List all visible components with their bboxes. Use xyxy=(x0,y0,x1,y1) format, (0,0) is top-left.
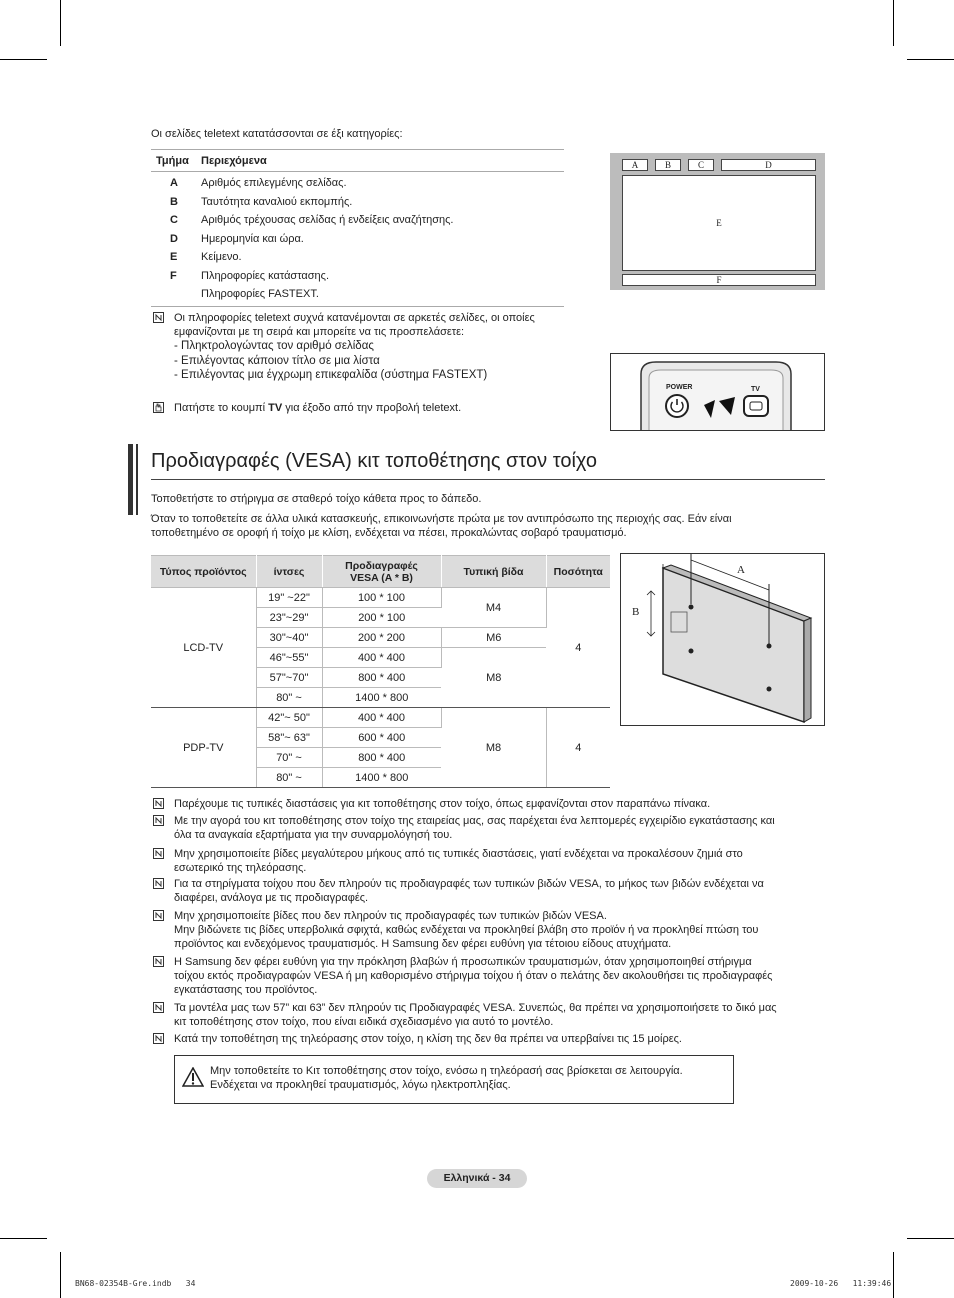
vesa-cell: 400 * 400 xyxy=(322,648,441,668)
vesa-cell: 1400 * 800 xyxy=(322,768,441,788)
teletext-label-e: E xyxy=(622,175,816,271)
inches-cell: 30"~40" xyxy=(256,628,322,648)
inches-cell: 46"~55" xyxy=(256,648,322,668)
inches-cell: 58"~ 63" xyxy=(256,728,322,748)
qty-cell: 4 xyxy=(546,588,610,708)
note-line: εγκατάστασης του προϊόντος. xyxy=(174,984,318,996)
teletext-label-c: C xyxy=(688,159,714,171)
category-key: E xyxy=(170,251,178,263)
category-key: B xyxy=(170,195,178,208)
category-value: Ταυτότητα καναλιού εκπομπής. xyxy=(201,195,353,208)
product-cell: LCD-TV xyxy=(151,588,256,708)
vesa-table-header xyxy=(151,556,610,588)
note-icon xyxy=(153,910,164,921)
category-row xyxy=(151,211,564,230)
note-icon xyxy=(153,312,164,323)
exit-note-text: για έξοδο από την προβολή teletext. xyxy=(282,402,462,414)
teletext-label-d: D xyxy=(721,159,816,171)
category-row xyxy=(151,193,564,212)
note-line: εσωτερικό της τηλεόρασης. xyxy=(174,862,307,874)
note-icon xyxy=(153,848,164,859)
vesa-cell: 800 * 400 xyxy=(322,748,441,768)
tv-label: TV xyxy=(751,386,760,393)
note-item: - Πληκτρολογώντας τον αριθμό σελίδας xyxy=(174,340,374,352)
header-qty: Ποσότητα xyxy=(546,556,610,588)
header-contents: Περιεχόμενα xyxy=(201,155,267,167)
crop-mark xyxy=(0,1238,47,1239)
note-item: - Επιλέγοντας μια έγχρωμη επικεφαλίδα (σύστημα FASTEXT) xyxy=(174,369,488,381)
warning-box xyxy=(174,1055,734,1104)
vesa-cell: 200 * 200 xyxy=(322,628,441,648)
category-row xyxy=(151,248,564,267)
vesa-spec-table xyxy=(151,555,610,788)
inches-cell: 80" ~ xyxy=(256,688,322,708)
note-line: Παρέχουμε τις τυπικές διαστάσεις για κιτ τοποθέτησης στον τοίχο, όπως εμφανίζονται στον παραπάνω πίνακα. xyxy=(174,798,711,810)
note-line: Με την αγορά του κιτ τοποθέτησης στον τοίχο της εταιρείας μας, σας παρέχεται ένα λεπτομερές εγχειρίδιο εγκατάστασης και xyxy=(174,815,775,827)
remote-control-illustration xyxy=(610,353,825,431)
screw-cell: M8 xyxy=(441,708,546,788)
note-icon xyxy=(153,878,164,889)
note-item: - Επιλέγοντας κάποιον τίτλο σε μια λίστα xyxy=(174,354,380,367)
note-line: κιτ τοποθέτησης στον τοίχο, που είναι ειδικά σχεδιασμένο για αυτό το μοντέλο. xyxy=(174,1016,554,1028)
note-line: εμφανίζονται με τη σειρά και μπορείτε να τις προσπελάσετε: xyxy=(174,326,465,338)
header-product: Τύπος προϊόντος xyxy=(151,556,256,588)
note-line: τοίχου εκτός προδιαγραφών VESA ή μη καθορισμένο στήριγμα τοίχου ή όταν ο πελάτης δεν ακολουθήσει τις προδιαγραφές xyxy=(174,970,773,982)
remote-drawing xyxy=(611,354,825,431)
note-line: όλα τα αναγκαία εξαρτήματα για την συναρμολόγησή του. xyxy=(174,829,453,841)
power-label: POWER xyxy=(666,384,693,391)
teletext-label-b: B xyxy=(655,159,681,171)
vesa-cell: 100 * 100 xyxy=(322,588,441,608)
note-line: Κατά την τοποθέτηση της τηλεόρασης στον τοίχο, η κλίση της δεν θα πρέπει να υπερβαίνει τις 15 μοίρες. xyxy=(174,1033,682,1045)
category-key: F xyxy=(170,269,177,282)
note-line: Τα μοντέλα μας των 57” και 63” δεν πληρούν τις Προδιαγραφές VESA. Συνεπώς, θα πρέπει να χρησιμοποιήσετε το δικό μας xyxy=(174,1002,777,1014)
page-number-badge: Ελληνικά - 34 xyxy=(427,1169,527,1188)
category-key: A xyxy=(170,177,178,189)
teletext-label-a: A xyxy=(622,159,648,171)
note-line: Για τα στηρίγματα τοίχου που δεν πληρούν τις προδιαγραφές των τυπικών βιδών VESA, το μήκος των βιδών ενδέχεται να xyxy=(174,878,764,890)
warning-triangle-icon xyxy=(182,1067,204,1087)
title-bar-marker xyxy=(136,444,138,515)
table-row xyxy=(151,708,610,728)
category-table xyxy=(151,149,564,307)
wall-mount-diagram xyxy=(620,553,825,726)
note-line: Μην χρησιμοποιείτε βίδες μεγαλύτερου μήκους από τις τυπικές διαστάσεις, γιατί ενδέχεται να προκαλέσουν ζημιά στο xyxy=(174,848,743,860)
screw-cell: M6 xyxy=(441,628,546,648)
category-value: Πληροφορίες κατάστασης. xyxy=(201,269,330,282)
warning-line: Ενδέχεται να προκληθεί τραυματισμός, λόγω ηλεκτροπληξίας. xyxy=(210,1079,511,1091)
category-value: Αριθμός τρέχουσας σελίδας ή ενδείξεις αναζήτησης. xyxy=(201,214,454,226)
exit-note-key: TV xyxy=(268,402,283,414)
crop-mark xyxy=(0,59,47,60)
teletext-top-bar xyxy=(622,159,814,170)
section-title: Προδιαγραφές (VESA) κιτ τοποθέτησης στον τοίχο xyxy=(151,450,597,472)
category-value: Πληροφορίες FASTEXT. xyxy=(201,288,319,300)
category-value: Ημερομηνία και ώρα. xyxy=(201,232,304,245)
crop-mark xyxy=(907,59,954,60)
category-row xyxy=(151,267,564,286)
header-section: Τμήμα xyxy=(156,155,189,167)
dimension-label-b: B xyxy=(632,606,640,618)
header-vesa-line: VESA (A * B) xyxy=(350,571,413,584)
header-vesa-line: Προδιαγραφές xyxy=(345,559,418,572)
category-key: C xyxy=(170,214,178,226)
screw-cell: M8 xyxy=(441,648,546,708)
warning-line: Μην τοποθετείτε το Κιτ τοποθέτησης στον τοίχο, ενόσω η τηλεόρασή σας βρίσκεται σε λειτουργία. xyxy=(210,1065,683,1077)
crop-mark xyxy=(60,1252,61,1298)
category-rows xyxy=(151,172,564,307)
vesa-cell: 200 * 100 xyxy=(322,608,441,628)
note-line: Οι πληροφορίες teletext συχνά κατανέμονται σε αρκετές σελίδες, οι οποίες xyxy=(174,312,535,324)
body-line: τοποθετημένο σε οροφή ή τοίχο με κλίση, ενδέχεται να πέσει, προκαλώντας σοβαρό τραυματισμό. xyxy=(151,527,627,539)
inches-cell: 80" ~ xyxy=(256,768,322,788)
vesa-cell: 1400 * 800 xyxy=(322,688,441,708)
vesa-cell: 800 * 400 xyxy=(322,668,441,688)
crop-mark xyxy=(893,0,894,46)
note-icon xyxy=(153,1002,164,1013)
note-line: Η Samsung δεν φέρει ευθύνη για την πρόκληση βλαβών ή προσωπικών τραυματισμών, όταν χρησιμοποιηθεί στήριγμα xyxy=(174,956,752,968)
note-icon xyxy=(153,956,164,967)
note-line: διαφέρει, ανάλογα με τις προδιαγραφές. xyxy=(174,892,369,904)
category-key: D xyxy=(170,232,178,245)
tv-back-drawing xyxy=(621,554,825,726)
teletext-label-f: F xyxy=(622,274,816,286)
exit-note-text: Πατήστε το κουμπί xyxy=(174,402,269,414)
inches-cell: 70" ~ xyxy=(256,748,322,768)
title-underline xyxy=(151,479,825,480)
category-value: Αριθμός επιλεγμένης σελίδας. xyxy=(201,177,347,189)
category-value: Κείμενο. xyxy=(201,251,242,263)
body-line: Όταν το τοποθετείτε σε άλλα υλικά κατασκευής, επικοινωνήστε πρώτα με τον αντιπρόσωπο της περιοχής σας. Εάν είναι xyxy=(151,513,732,525)
crop-mark xyxy=(60,0,61,46)
body-line: Τοποθετήστε το στήριγμα σε σταθερό τοίχο κάθετα προς το δάπεδο. xyxy=(151,493,482,505)
category-table-header xyxy=(151,149,564,172)
header-screw: Τυπική βίδα xyxy=(441,556,546,588)
crop-mark xyxy=(907,1238,954,1239)
screw-cell: M4 xyxy=(441,588,546,628)
header-inches: ίντσες xyxy=(256,556,322,588)
footer-timestamp: 2009-10-26 11:39:46 xyxy=(790,1279,892,1288)
note-line: Μην χρησιμοποιείτε βίδες που δεν πληρούν τις προδιαγραφές των τυπικών βιδών VESA. xyxy=(174,910,607,922)
intro-text: Οι σελίδες teletext κατατάσσονται σε έξι κατηγορίες: xyxy=(151,128,403,140)
inches-cell: 19" ~22" xyxy=(256,588,322,608)
note-icon xyxy=(153,1033,164,1044)
note-icon xyxy=(153,798,164,809)
category-row xyxy=(151,174,564,193)
category-row xyxy=(151,285,564,304)
hand-note-icon xyxy=(153,402,164,413)
dimension-label-a: A xyxy=(737,564,745,576)
category-row xyxy=(151,230,564,249)
vesa-cell: 400 * 400 xyxy=(322,708,441,728)
inches-cell: 42"~ 50" xyxy=(256,708,322,728)
title-bar-marker xyxy=(128,444,133,515)
product-cell: PDP-TV xyxy=(151,708,256,788)
note-icon xyxy=(153,815,164,826)
note-line: Μην βιδώνετε τις βίδες υπερβολικά σφιχτά, καθώς ενδέχεται να προκληθεί βλάβη στο προϊόν ή να προκληθεί πτώση του xyxy=(174,924,759,936)
note-line: προϊόντος και ενδεχόμενος τραυματισμός. Η Samsung δεν φέρει ευθύνη για τέτοιου είδους ατυχήματα. xyxy=(174,938,672,950)
crop-mark xyxy=(893,1252,894,1298)
inches-cell: 23"~29" xyxy=(256,608,322,628)
header-vesa xyxy=(322,556,441,588)
qty-cell: 4 xyxy=(546,708,610,788)
table-row xyxy=(151,588,610,608)
vesa-cell: 600 * 400 xyxy=(322,728,441,748)
footer-file: BN68-02354B-Gre.indb 34 xyxy=(75,1279,196,1288)
inches-cell: 57"~70" xyxy=(256,668,322,688)
teletext-screen-diagram xyxy=(610,153,825,290)
